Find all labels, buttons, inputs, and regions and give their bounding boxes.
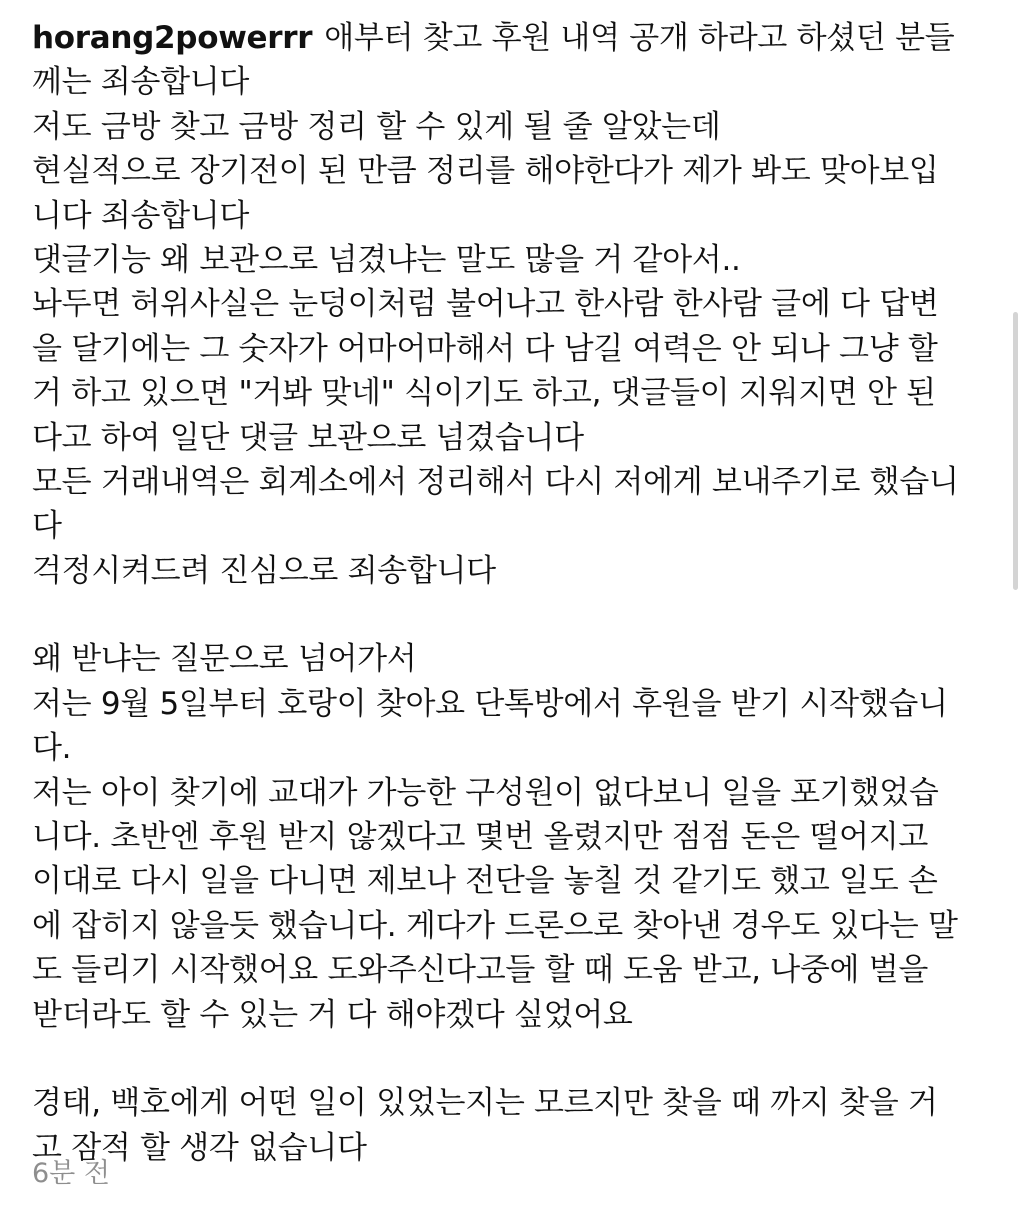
caption-line: 니다 죄송합니다 — [32, 197, 250, 234]
caption-line: 께는 죄송합니다 — [32, 64, 250, 101]
caption-line: 댓글기능 왜 보관으로 넘겼냐는 말도 많을 거 같아서.. — [32, 241, 741, 278]
caption-line: 다 — [32, 508, 62, 545]
caption-line: 걱정시켜드려 진심으로 죄송합니다 — [32, 552, 496, 589]
scrollbar-thumb[interactable] — [1013, 312, 1018, 590]
post-timestamp: 6분 전 — [32, 1158, 110, 1189]
caption-line: 고 잠적 할 생각 없습니다 — [32, 1129, 367, 1166]
caption-line: 도 들리기 시작했어요 도와주신다고들 할 때 도움 받고, 나중에 벌을 — [32, 952, 928, 989]
username-link[interactable]: horang2powerrr — [32, 20, 313, 56]
caption-line: 저도 금방 찾고 금방 정리 할 수 있게 될 줄 알았는데 — [32, 108, 721, 145]
caption-line: 다고 하여 일단 댓글 보관으로 넘겼습니다 — [32, 419, 584, 456]
caption-line: 니다. 초반엔 후원 받지 않겠다고 몇번 올렸지만 점점 돈은 떨어지고 — [32, 819, 928, 856]
caption-line: 다. — [32, 730, 72, 767]
caption-line: 에 잡히지 않을듯 했습니다. 게다가 드론으로 찾아낸 경우도 있다는 말 — [32, 907, 958, 944]
caption-line: 이대로 다시 일을 다니면 제보나 전단을 놓칠 것 같기도 했고 일도 손 — [32, 863, 938, 900]
caption-line: 모든 거래내역은 회계소에서 정리해서 다시 저에게 보내주기로 했습니 — [32, 463, 959, 500]
caption-line: 놔두면 허위사실은 눈덩이처럼 불어나고 한사람 한사람 글에 다 답변 — [32, 286, 939, 323]
paragraph-break — [32, 593, 1007, 637]
caption-text: 애부터 찾고 후원 내역 공개 하라고 하셨던 분들 — [324, 20, 955, 56]
caption-line: 거 하고 있으면 "거봐 맞네" 식이기도 하고, 댓글들이 지워지면 안 된 — [32, 375, 936, 412]
caption-line: 현실적으로 장기전이 된 만큼 정리를 해야한다가 제가 봐도 맞아보입 — [32, 153, 939, 190]
caption-line — [32, 16, 1007, 60]
caption-line: 저는 9월 5일부터 호랑이 찾아요 단톡방에서 후원을 받기 시작했습니 — [32, 685, 948, 722]
caption-line: 경태, 백호에게 어떤 일이 있었는지는 모르지만 찾을 때 까지 찾을 거 — [32, 1085, 938, 1122]
caption-line: 을 달기에는 그 숫자가 어마어마해서 다 남길 여력은 안 되나 그냥 할 — [32, 330, 938, 367]
paragraph-break — [32, 1037, 1007, 1081]
caption-line: 받더라도 할 수 있는 거 다 해야겠다 싶었어요 — [32, 996, 633, 1033]
post-caption — [32, 16, 1007, 1170]
caption-line: 저는 아이 찾기에 교대가 가능한 구성원이 없다보니 일을 포기했었습 — [32, 774, 939, 811]
caption-line: 왜 받냐는 질문으로 넘어가서 — [32, 641, 417, 678]
